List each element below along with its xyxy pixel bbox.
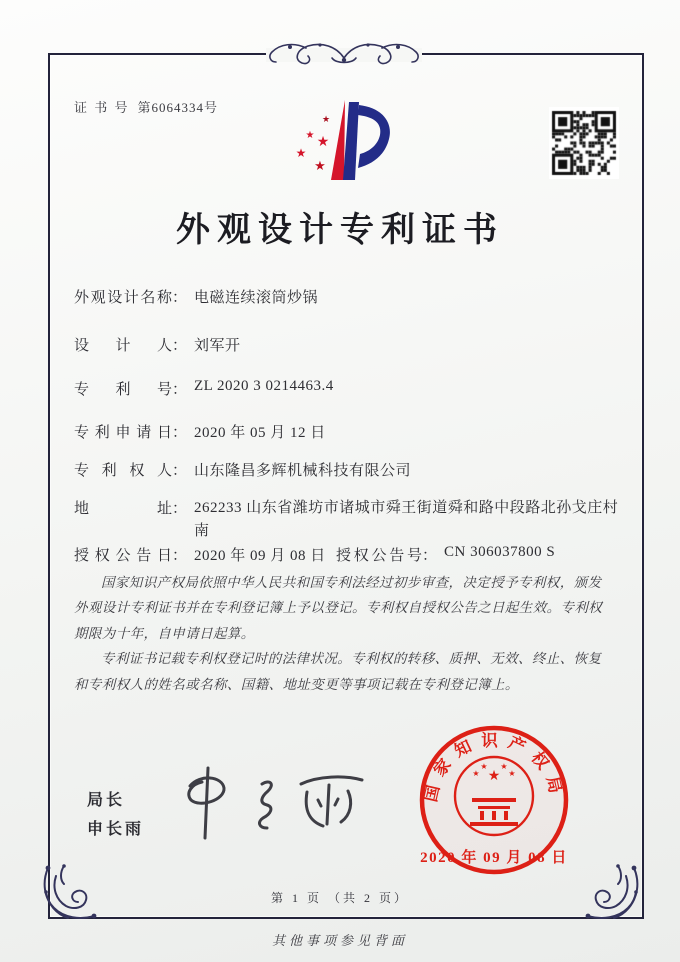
colon: ：: [172, 501, 188, 517]
colon: ：: [172, 290, 188, 306]
colon: ：: [172, 338, 188, 354]
field-grant-no: [336, 544, 555, 565]
qr-code: [549, 107, 619, 179]
field-label: 专利号: [74, 382, 172, 398]
field-label: 授权公告日: [74, 548, 172, 564]
field-label: 专利申请日: [74, 425, 172, 441]
legal-text: [74, 570, 610, 697]
field-patent-no: [74, 378, 334, 399]
signature-script-icon: [168, 762, 383, 850]
legal-paragraph-2: 专利证书记载专利权登记时的法律状况。专利权的转移、质押、无效、终止、恢复和专利权人的姓名或名称、国籍、地址变更等事项记载在专利登记簿上。: [74, 651, 602, 692]
certificate-number-value: 第6064334号: [137, 100, 219, 115]
colon: ：: [172, 548, 188, 564]
back-side-note: 其他事项参见背面: [271, 933, 408, 948]
svg-text:★: ★: [472, 769, 480, 778]
field-label: 外观设计名称: [74, 290, 172, 306]
field-label: 地址: [74, 501, 172, 517]
field-designer: [74, 334, 241, 355]
field-label: 授权公告号: [336, 548, 422, 564]
field-value: CN 306037800 S: [444, 544, 556, 560]
colon: ：: [172, 425, 188, 441]
field-patentee: [74, 459, 411, 480]
legal-paragraph-1: 国家知识产权局依照中华人民共和国专利法经过初步审查，决定授予专利权，颁发外观设计专利证书并在专利登记簿上予以登记。专利权自授权公告之日起生效。专利权期限为十年，自申请日起算。: [74, 575, 603, 641]
svg-text:★: ★: [295, 146, 307, 160]
field-value: ZL 2020 3 0214463.4: [194, 378, 334, 394]
page-number: 第 1 页 （共 2 页）: [270, 891, 409, 905]
field-label: 设计人: [74, 338, 172, 354]
svg-text:★: ★: [321, 115, 331, 125]
field-value: 电磁连续滚筒炒锅: [194, 290, 319, 306]
cnipa-logo-icon: [280, 92, 405, 192]
certificate-number: [74, 97, 218, 116]
field-value: 2020 年 05 月 12 日: [194, 425, 326, 441]
field-grant-row: [74, 544, 610, 565]
svg-text:★: ★: [480, 762, 488, 771]
ornament-flourish-top-icon: [244, 36, 444, 74]
seal-date: 2020 年 09 月 08 日: [420, 850, 568, 866]
svg-text:★: ★: [508, 769, 516, 778]
field-value: 山东隆昌多辉机械科技有限公司: [194, 463, 412, 479]
seal-text: 国家知识产权局: [420, 731, 568, 804]
field-label: 专利权人: [74, 463, 172, 479]
commissioner-name: 申长雨: [87, 821, 145, 838]
page-title: 外观设计专利证书: [176, 212, 504, 249]
svg-text:★: ★: [305, 130, 315, 141]
field-address: [74, 497, 622, 544]
field-design-name: [74, 286, 318, 307]
certificate-number-label: 证 书 号: [74, 100, 130, 115]
svg-text:★: ★: [316, 134, 330, 150]
svg-text:★: ★: [500, 762, 508, 771]
svg-text:★: ★: [487, 768, 501, 784]
colon: ：: [422, 548, 438, 564]
svg-text:★: ★: [314, 159, 326, 174]
commissioner-title: 局长: [87, 792, 126, 809]
field-value: 2020 年 09 月 08 日: [194, 548, 326, 564]
field-value: 刘军开: [194, 338, 241, 354]
field-value: 262233 山东省潍坊市诸城市舜王街道舜和路中段路北孙戈庄村南: [194, 500, 619, 540]
colon: ：: [172, 382, 188, 398]
colon: ：: [172, 463, 188, 479]
field-application-date: [74, 421, 326, 442]
red-seal: [408, 722, 580, 880]
